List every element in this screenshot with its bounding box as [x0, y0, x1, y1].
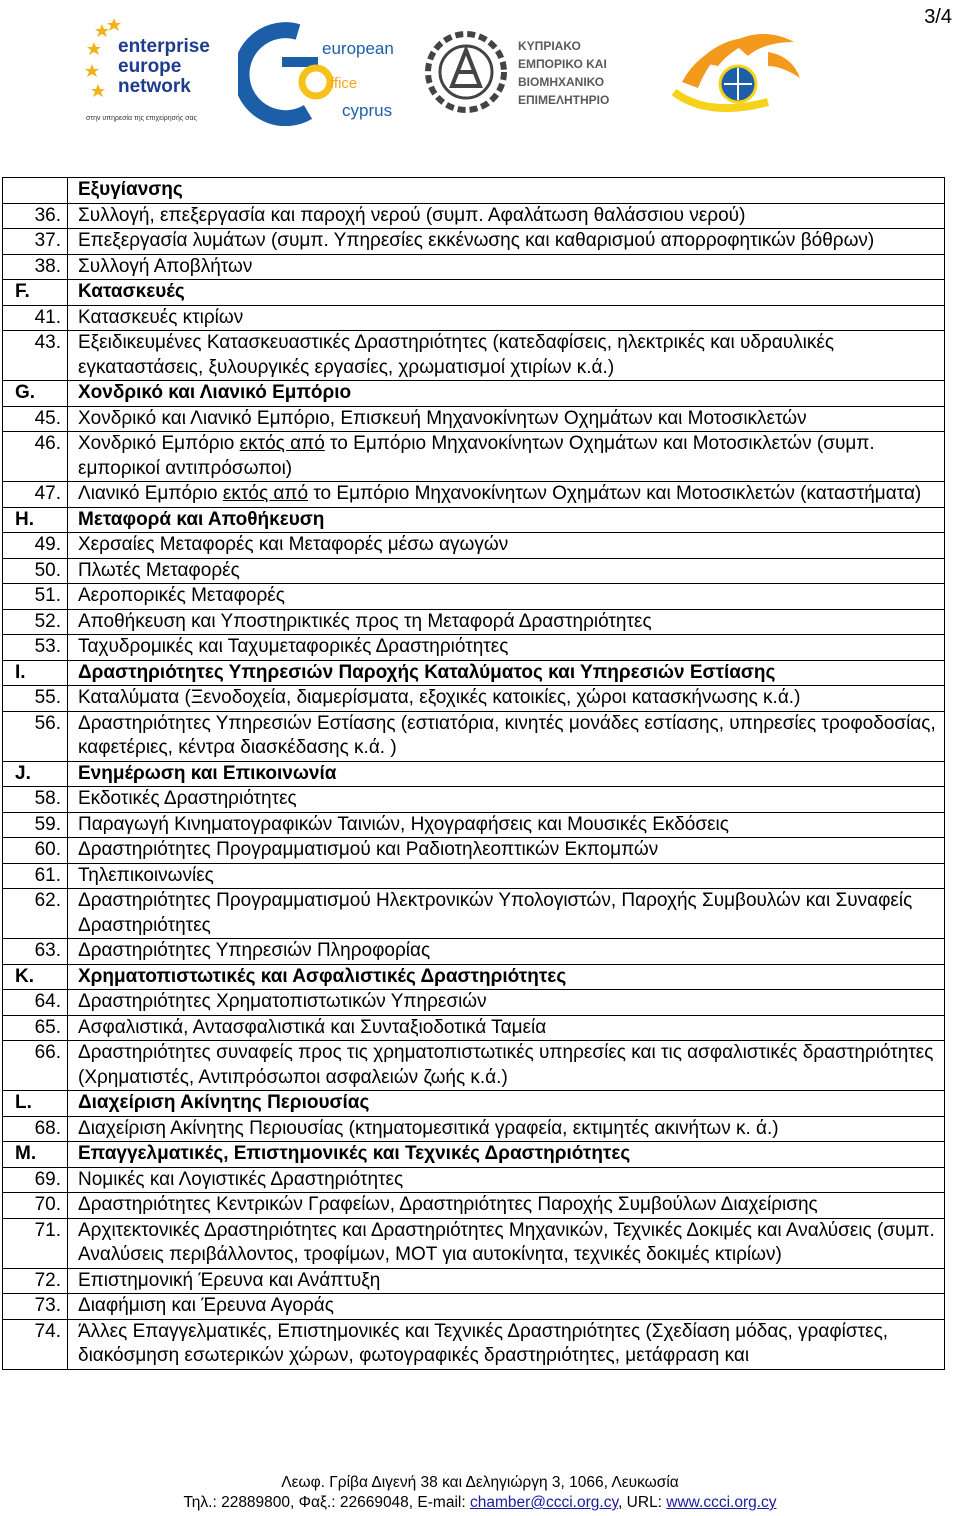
- een-logo-line-2: europe: [118, 56, 182, 77]
- section-letter: M.: [3, 1142, 68, 1168]
- code-number: 47.: [3, 482, 68, 508]
- code-number: 71.: [3, 1218, 68, 1268]
- table-row: [3, 254, 945, 280]
- code-description: Δραστηριότητες Υπηρεσιών Πληροφορίας: [68, 939, 945, 965]
- website-link[interactable]: www.ccci.org.cy: [666, 1494, 777, 1511]
- code-number: 68.: [3, 1116, 68, 1142]
- code-number: 69.: [3, 1167, 68, 1193]
- section-letter: J.: [3, 761, 68, 787]
- description-text: Χονδρικό Εμπόριο: [78, 433, 240, 454]
- code-number: 43.: [3, 331, 68, 381]
- code-number: 55.: [3, 686, 68, 712]
- code-number: 61.: [3, 863, 68, 889]
- code-description: Διαφήμιση και Έρευνα Αγοράς: [68, 1294, 945, 1320]
- code-description: Χερσαίες Μεταφορές και Μεταφορές μέσω αγωγών: [68, 533, 945, 559]
- enterprise-europe-network-logo: [84, 14, 214, 126]
- code-description: Δραστηριότητες συναφείς προς τις χρηματοπιστωτικές υπηρεσίες και τις ασφαλιστικές δραστηριότητες (Χρηματιστές, Αντιπρόσωποι ασφαλειών ζωής κ.ά.): [68, 1041, 945, 1091]
- code-description: Επεξεργασία λυμάτων (συμπ. Υπηρεσίες εκκένωσης και καθαρισμού απορροφητικών βόθρων): [68, 229, 945, 255]
- table-row: [3, 1294, 945, 1320]
- code-number: 52.: [3, 609, 68, 635]
- een-logo-tagline: στην υπηρεσία της επιχείρησής σας: [86, 115, 197, 122]
- table-row: [3, 1015, 945, 1041]
- table-row: [3, 432, 945, 482]
- section-title: Εξυγίανσης: [68, 178, 945, 204]
- section-letter: [3, 178, 68, 204]
- section-letter: F.: [3, 280, 68, 306]
- table-row: [3, 1116, 945, 1142]
- table-row: [3, 711, 945, 761]
- footer-url-prefix: , URL:: [618, 1494, 667, 1511]
- description-text: το Εμπόριο Μηχανοκίνητων Οχημάτων και Μοτοσικλετών (καταστήματα): [308, 483, 922, 504]
- code-number: 73.: [3, 1294, 68, 1320]
- section-row: [3, 1142, 945, 1168]
- table-row: [3, 889, 945, 939]
- ccci-logo-line-2: ΕΜΠΟΡΙΚΟ ΚΑΙ: [518, 57, 607, 71]
- table-row: [3, 533, 945, 559]
- code-number: 70.: [3, 1193, 68, 1219]
- table-row: [3, 1041, 945, 1091]
- section-title: Χονδρικό και Λιανικό Εμπόριο: [68, 381, 945, 407]
- table-row: [3, 939, 945, 965]
- section-title: Ενημέρωση και Επικοινωνία: [68, 761, 945, 787]
- email-link[interactable]: chamber@ccci.org.cy: [469, 1494, 619, 1511]
- code-description: Κατασκευές κτιρίων: [68, 305, 945, 331]
- code-description: Τηλεπικοινωνίες: [68, 863, 945, 889]
- table-row: [3, 1319, 945, 1369]
- footer-contact: [0, 1493, 960, 1513]
- section-row: [3, 381, 945, 407]
- table-row: [3, 1193, 945, 1219]
- code-description: [68, 432, 945, 482]
- underlined-exception: εκτός από: [222, 483, 309, 504]
- table-row: [3, 812, 945, 838]
- code-description: Αεροπορικές Μεταφορές: [68, 584, 945, 610]
- code-number: 72.: [3, 1268, 68, 1294]
- section-row: [3, 1091, 945, 1117]
- code-number: 45.: [3, 406, 68, 432]
- section-title: Διαχείριση Ακίνητης Περιουσίας: [68, 1091, 945, 1117]
- section-letter: G.: [3, 381, 68, 407]
- section-title: Χρηματοπιστωτικές και Ασφαλιστικές Δραστηριότητες: [68, 964, 945, 990]
- code-number: 63.: [3, 939, 68, 965]
- description-text: το Εμπόριο Μηχανοκίνητων Οχημάτων και Μοτοσικλετών (συμπ. εμπορικοί αντιπρόσωποι): [78, 433, 875, 479]
- een-logo-line-3: network: [118, 76, 191, 97]
- code-description: Διαχείριση Ακίνητης Περιουσίας (κτηματομεσιτικά γραφεία, εκτιμητές ακινήτων κ. ά.): [68, 1116, 945, 1142]
- section-row: [3, 507, 945, 533]
- code-number: 49.: [3, 533, 68, 559]
- code-number: 56.: [3, 711, 68, 761]
- code-description: Παραγωγή Κινηματογραφικών Ταινιών, Ηχογραφήσεις και Μουσικές Εκδόσεις: [68, 812, 945, 838]
- code-description: Χονδρικό και Λιανικό Εμπόριο, Επισκευή Μηχανοκίνητων Οχημάτων και Μοτοσικλετών: [68, 406, 945, 432]
- section-row: [3, 280, 945, 306]
- code-description: [68, 482, 945, 508]
- eoc-logo-line-3: cyprus: [342, 101, 393, 120]
- table-row: [3, 863, 945, 889]
- code-description: Ταχυδρομικές και Ταχυμεταφορικές Δραστηριότητες: [68, 635, 945, 661]
- code-number: 60.: [3, 838, 68, 864]
- nace-codes-table: [2, 177, 945, 1370]
- code-description: Συλλογή Αποβλήτων: [68, 254, 945, 280]
- code-description: Νομικές και Λογιστικές Δραστηριότητες: [68, 1167, 945, 1193]
- table-row: [3, 787, 945, 813]
- code-number: 58.: [3, 787, 68, 813]
- section-letter: L.: [3, 1091, 68, 1117]
- table-row: [3, 686, 945, 712]
- ccci-logo-line-4: ΕΠΙΜΕΛΗΤΗΡΙΟ: [518, 93, 610, 107]
- code-description: Αποθήκευση και Υποστηρικτικές προς τη Μεταφορά Δραστηριότητες: [68, 609, 945, 635]
- code-number: 41.: [3, 305, 68, 331]
- code-number: 36.: [3, 203, 68, 229]
- code-description: Ασφαλιστικά, Αντασφαλιστικά και Συνταξιοδοτικά Ταμεία: [68, 1015, 945, 1041]
- section-letter: K.: [3, 964, 68, 990]
- code-description: Συλλογή, επεξεργασία και παροχή νερού (συμπ. Αφαλάτωση θαλάσσιου νερού): [68, 203, 945, 229]
- code-description: Επιστημονική Έρευνα και Ανάπτυξη: [68, 1268, 945, 1294]
- code-description: Αρχιτεκτονικές Δραστηριότητες και Δραστηριότητες Μηχανικών, Τεχνικές Δοκιμές και Αναλύσεις (συμπ. Αναλύσεις περιβάλλοντος, τροφίμων, MOT για αυτοκίνητα, τεχνικές δοκιμές κτιρίων): [68, 1218, 945, 1268]
- code-description: Δραστηριότητες Προγραμματισμού Ηλεκτρονικών Υπολογιστών, Παροχής Συμβουλών και Συναφείς Δραστηριότητες: [68, 889, 945, 939]
- code-number: 62.: [3, 889, 68, 939]
- code-number: 50.: [3, 558, 68, 584]
- code-number: 38.: [3, 254, 68, 280]
- code-number: 46.: [3, 432, 68, 482]
- code-number: 37.: [3, 229, 68, 255]
- table-row: [3, 1218, 945, 1268]
- code-number: 51.: [3, 584, 68, 610]
- code-description: Δραστηριότητες Υπηρεσιών Εστίασης (εστιατόρια, κινητές μονάδες εστίασης, υπηρεσίες τροφοδοσίας, καφετέριες, κέντρα διασκέδασης κ.ά. ): [68, 711, 945, 761]
- sun-emblem-logo: [668, 22, 804, 126]
- table-row: [3, 1268, 945, 1294]
- header-logos: [0, 0, 960, 150]
- code-number: 65.: [3, 1015, 68, 1041]
- een-logo-line-1: enterprise: [118, 36, 210, 57]
- code-description: Δραστηριότητες Κεντρικών Γραφείων, Δραστηριότητες Παροχής Συμβούλων Διαχείρισης: [68, 1193, 945, 1219]
- section-row: [3, 178, 945, 204]
- footer-address: Λεωφ. Γρίβα Διγενή 38 και Δεληγιώργη 3, 1066, Λευκωσία: [281, 1474, 679, 1491]
- footer: [0, 1473, 960, 1513]
- eoc-logo-line-1: european: [322, 39, 394, 58]
- section-row: [3, 660, 945, 686]
- section-title: Δραστηριότητες Υπηρεσιών Παροχής Καταλύματος και Υπηρεσιών Εστίασης: [68, 660, 945, 686]
- section-letter: I.: [3, 660, 68, 686]
- code-number: 66.: [3, 1041, 68, 1091]
- table-row: [3, 990, 945, 1016]
- table-row: [3, 838, 945, 864]
- code-number: 59.: [3, 812, 68, 838]
- table-row: [3, 203, 945, 229]
- code-description: Πλωτές Μεταφορές: [68, 558, 945, 584]
- table-row: [3, 1167, 945, 1193]
- code-description: Εκδοτικές Δραστηριότητες: [68, 787, 945, 813]
- section-letter: H.: [3, 507, 68, 533]
- section-title: Κατασκευές: [68, 280, 945, 306]
- code-description: Δραστηριότητες Προγραμματισμού και Ραδιοτηλεοπτικών Εκπομπών: [68, 838, 945, 864]
- code-number: 64.: [3, 990, 68, 1016]
- section-title: Επαγγελματικές, Επιστημονικές και Τεχνικές Δραστηριότητες: [68, 1142, 945, 1168]
- description-text: Λιανικό Εμπόριο: [78, 483, 223, 504]
- underlined-exception: εκτός από: [239, 433, 325, 454]
- table-row: [3, 229, 945, 255]
- section-title: Μεταφορά και Αποθήκευση: [68, 507, 945, 533]
- table-row: [3, 305, 945, 331]
- section-row: [3, 761, 945, 787]
- code-description: Δραστηριότητες Χρηματοπιστωτικών Υπηρεσιών: [68, 990, 945, 1016]
- section-row: [3, 964, 945, 990]
- code-description: Εξειδικευμένες Κατασκευαστικές Δραστηριότητες (κατεδαφίσεις, ηλεκτρικές και υδραυλικές εγκαταστάσεις, ξυλουργικές εργασίες, χρωματισμοί χτιρίων κ.ά.): [68, 331, 945, 381]
- code-number: 53.: [3, 635, 68, 661]
- code-number: 74.: [3, 1319, 68, 1369]
- table-row: [3, 558, 945, 584]
- table-row: [3, 584, 945, 610]
- table-row: [3, 635, 945, 661]
- page-number: 3/4: [924, 6, 952, 28]
- ccci-logo-line-1: ΚΥΠΡΙΑΚΟ: [518, 39, 581, 53]
- table-row: [3, 482, 945, 508]
- ccci-logo: [422, 22, 634, 122]
- table-row: [3, 331, 945, 381]
- ccci-logo-line-3: ΒΙΟΜΗΧΑΝΙΚΟ: [518, 75, 605, 89]
- footer-contact-text: Τηλ.: 22889800, Φαξ.: 22669048, E-mail:: [183, 1494, 470, 1511]
- european-office-cyprus-logo: [238, 14, 398, 126]
- eoc-logo-line-2: ffice: [330, 75, 358, 92]
- code-description: Άλλες Επαγγελματικές, Επιστημονικές και Τεχνικές Δραστηριότητες (Σχεδίαση μόδας, γραφίστες, διακόσμηση εσωτερικών χώρων, φωτογραφικές δραστηριότητες, μετάφραση και: [68, 1319, 945, 1369]
- table-row: [3, 406, 945, 432]
- table-row: [3, 609, 945, 635]
- code-description: Καταλύματα (Ξενοδοχεία, διαμερίσματα, εξοχικές κατοικίες, χώροι κατασκήνωσης κ.ά.): [68, 686, 945, 712]
